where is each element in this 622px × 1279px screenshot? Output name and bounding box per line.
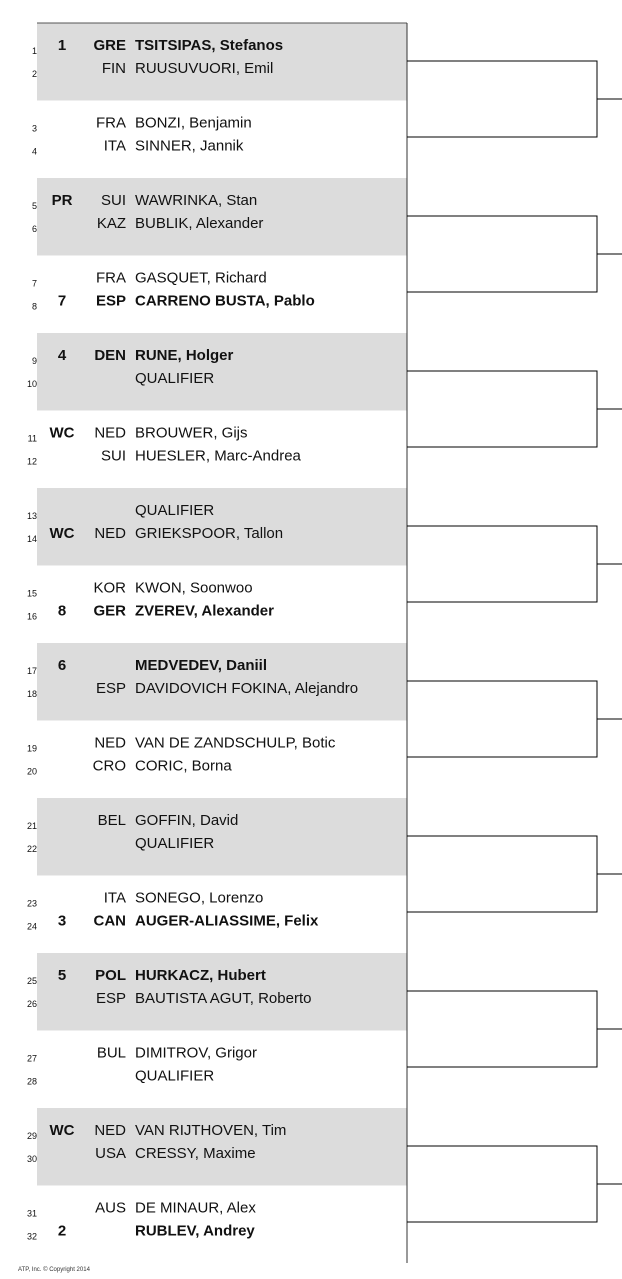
player-name: RUNE, Holger	[135, 347, 234, 364]
bracket-connector	[407, 836, 597, 912]
draw-position-number: 14	[26, 534, 37, 544]
draw-position-number: 8	[31, 301, 37, 312]
match-shade	[37, 798, 407, 876]
country-code: FRA	[96, 114, 126, 132]
player-name: CORIC, Borna	[135, 757, 232, 775]
seed-label: 2	[57, 1222, 67, 1240]
draw-position-number: 32	[26, 1231, 37, 1242]
draw-position-number: 31	[26, 1208, 37, 1219]
player-name: SONEGO, Lorenzo	[135, 889, 264, 907]
draw-position-number: 23	[26, 898, 37, 909]
country-code: CAN	[93, 912, 126, 930]
player-name: HURKACZ, Hubert	[135, 967, 266, 984]
seed-label: 6	[57, 657, 67, 674]
seed-label: WC	[49, 1122, 75, 1139]
player-name: RUUSUVUORI, Emil	[135, 60, 274, 77]
draw-position-number: 3	[31, 123, 37, 134]
country-code: GER	[93, 602, 126, 620]
draw-position-number: 19	[26, 743, 37, 754]
player-name: KWON, Soonwoo	[135, 579, 253, 597]
bracket-connector	[407, 526, 597, 602]
draw-position-number: 15	[26, 588, 37, 599]
player-name: SINNER, Jannik	[135, 137, 244, 155]
player-name: ZVEREV, Alexander	[135, 602, 274, 620]
player-name: GRIEKSPOOR, Tallon	[135, 525, 284, 542]
country-code: NED	[94, 424, 126, 442]
player-name: GASQUET, Richard	[135, 269, 267, 287]
draw-position-number: 25	[26, 976, 37, 986]
draw-position-number: 10	[26, 379, 37, 389]
bracket-connector	[407, 1146, 597, 1222]
draw-position-number: 4	[31, 146, 37, 157]
draw-position-number: 11	[27, 433, 37, 444]
country-code: SUI	[100, 192, 126, 209]
draw-position-number: 28	[26, 1076, 37, 1087]
player-name: DIMITROV, Grigor	[135, 1044, 257, 1062]
seed-label: PR	[51, 192, 73, 209]
player-name: GOFFIN, David	[135, 812, 239, 829]
player-name: BUBLIK, Alexander	[135, 215, 264, 232]
country-code: USA	[95, 1145, 126, 1162]
player-name: QUALIFIER	[135, 502, 215, 519]
draw-position-number: 16	[26, 611, 37, 622]
country-code: ESP	[95, 292, 126, 310]
draw-position-number: 5	[31, 201, 37, 211]
draw-position-number: 2	[31, 69, 37, 79]
country-code: ITA	[103, 889, 126, 907]
player-name: MEDVEDEV, Daniil	[135, 657, 267, 674]
seed-label: 3	[57, 912, 67, 930]
player-name: VAN RIJTHOVEN, Tim	[135, 1122, 287, 1139]
country-code: KOR	[93, 579, 126, 597]
player-name: WAWRINKA, Stan	[135, 192, 258, 209]
country-code: DEN	[94, 347, 126, 364]
player-name: QUALIFIER	[135, 370, 215, 387]
country-code: NED	[94, 734, 126, 752]
country-code: NED	[94, 525, 126, 542]
country-code: CRO	[92, 757, 126, 775]
country-code: SUI	[100, 447, 126, 465]
player-name: RUBLEV, Andrey	[135, 1222, 255, 1240]
draw-position-number: 7	[31, 278, 37, 289]
copyright-footer: ATP, Inc. © Copyright 2014	[18, 1267, 90, 1273]
bracket-connector	[407, 61, 597, 137]
player-name: CARRENO BUSTA, Pablo	[135, 292, 315, 310]
draw-position-number: 18	[26, 689, 37, 699]
seed-label: 5	[57, 967, 67, 984]
player-name: BAUTISTA AGUT, Roberto	[135, 990, 312, 1007]
draw-position-number: 27	[26, 1053, 37, 1064]
player-name: DE MINAUR, Alex	[135, 1199, 256, 1217]
player-name: CRESSY, Maxime	[135, 1145, 256, 1162]
draw-position-number: 30	[26, 1154, 37, 1164]
seed-label: 8	[57, 602, 67, 620]
draw-position-number: 13	[26, 511, 37, 521]
bracket-connector	[407, 371, 597, 447]
draw-position-number: 21	[26, 821, 37, 831]
match-shade	[37, 333, 407, 411]
country-code: NED	[94, 1122, 126, 1139]
draw-position-number: 9	[31, 356, 37, 366]
player-name: DAVIDOVICH FOKINA, Alejandro	[135, 680, 359, 697]
player-name: TSITSIPAS, Stefanos	[135, 37, 284, 54]
draw-position-number: 12	[26, 456, 37, 467]
draw-position-number: 22	[26, 844, 37, 854]
player-name: AUGER-ALIASSIME, Felix	[135, 912, 319, 930]
country-code: FIN	[101, 60, 126, 77]
country-code: AUS	[95, 1199, 126, 1217]
country-code: KAZ	[96, 215, 126, 232]
seed-label: WC	[49, 424, 75, 442]
player-name: BONZI, Benjamin	[135, 114, 252, 132]
bracket-connector	[407, 216, 597, 292]
draw-position-number: 26	[26, 999, 37, 1009]
country-code: FRA	[96, 269, 126, 287]
country-code: ITA	[103, 137, 126, 155]
draw-position-number: 17	[26, 666, 37, 676]
seed-label: 4	[57, 347, 67, 364]
country-code: BEL	[97, 812, 126, 829]
draw-position-number: 29	[26, 1131, 37, 1141]
country-code: POL	[95, 967, 126, 984]
draw-position-number: 24	[26, 921, 37, 932]
country-code: GRE	[93, 37, 126, 54]
player-name: HUESLER, Marc-Andrea	[135, 447, 301, 465]
seed-label: WC	[49, 525, 75, 542]
country-code: ESP	[95, 680, 126, 697]
draw-position-number: 20	[26, 766, 37, 777]
player-name: BROUWER, Gijs	[135, 424, 248, 442]
bracket-connector	[407, 681, 597, 757]
draw-position-number: 6	[31, 224, 37, 234]
seed-label: 1	[57, 37, 67, 54]
country-code: BUL	[96, 1044, 126, 1062]
player-name: VAN DE ZANDSCHULP, Botic	[135, 734, 336, 752]
draw-position-number: 1	[31, 46, 37, 56]
bracket-connector	[407, 991, 597, 1067]
player-name: QUALIFIER	[135, 1067, 215, 1085]
country-code: ESP	[95, 990, 126, 1007]
player-name: QUALIFIER	[135, 835, 215, 852]
seed-label: 7	[57, 292, 67, 310]
